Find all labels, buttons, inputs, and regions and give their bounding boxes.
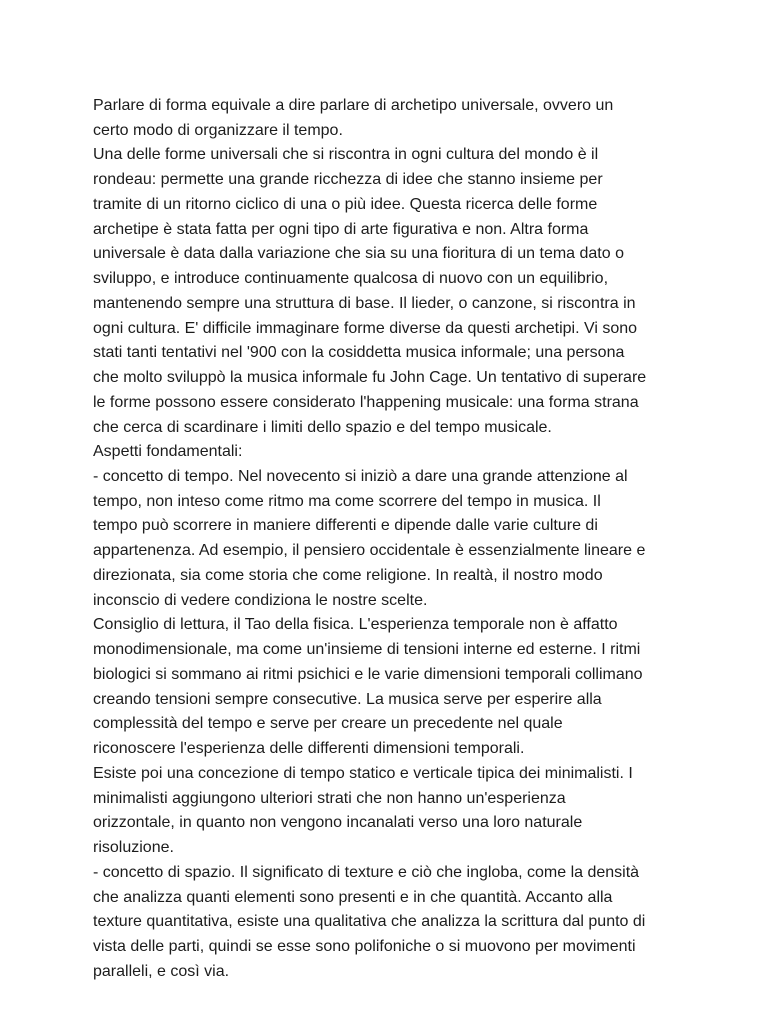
- text-line: universale è data dalla variazione che sia su una fioritura di un tema dato o: [93, 245, 624, 263]
- text-line: Una delle forme universali che si riscontra in ogni cultura del mondo è il: [93, 146, 599, 164]
- text-line: sviluppo, e introduce continuamente qualcosa di nuovo con un equilibrio,: [93, 270, 609, 288]
- text-line: direzionata, sia come storia che come religione. In realtà, il nostro modo: [93, 566, 603, 584]
- text-line: monodimensionale, ma come un'insieme di tensioni interne ed esterne. I ritmi: [93, 641, 641, 659]
- text-line: vista delle parti, quindi se esse sono polifoniche o si muovono per movimenti: [93, 937, 636, 955]
- text-line: minimalisti aggiungono ulteriori strati che non hanno un'esperienza: [93, 789, 566, 807]
- text-line: che analizza quanti elementi sono presenti e in che quantità. Accanto alla: [93, 888, 613, 906]
- text-line: paralleli, e così via.: [93, 962, 230, 980]
- text-line: biologici si sommano ai ritmi psichici e le varie dimensioni temporali collimano: [93, 665, 643, 683]
- text-line: riconoscere l'esperienza delle differenti dimensioni temporali.: [93, 740, 525, 758]
- text-line: che molto sviluppò la musica informale fu John Cage. Un tentativo di superare: [93, 369, 647, 387]
- text-line: inconscio di vedere condiziona le nostre scelte.: [93, 591, 428, 609]
- text-line: mantenendo sempre una struttura di base. Il lieder, o canzone, si riscontra in: [93, 294, 636, 312]
- text-line: le forme possono essere considerato l'happening musicale: una forma strana: [93, 393, 639, 411]
- text-line: Esiste poi una concezione di tempo statico e verticale tipica dei minimalisti. I: [93, 764, 633, 782]
- text-line: rondeau: permette una grande ricchezza di idee che stanno insieme per: [93, 171, 603, 189]
- text-line: Aspetti fondamentali:: [93, 443, 243, 461]
- text-line: orizzontale, in quanto non vengono incanalati verso una loro naturale: [93, 814, 583, 832]
- document-body: [93, 94, 753, 984]
- text-line: - concetto di tempo. Nel novecento si iniziò a dare una grande attenzione al: [93, 468, 628, 486]
- text-line: appartenenza. Ad esempio, il pensiero occidentale è essenzialmente lineare e: [93, 542, 646, 560]
- text-line: ogni cultura. E' difficile immaginare forme diverse da questi archetipi. Vi sono: [93, 319, 638, 337]
- text-line: risoluzione.: [93, 839, 174, 857]
- text-line: certo modo di organizzare il tempo.: [93, 121, 343, 139]
- text-line: tempo può scorrere in maniere differenti e dipende dalle varie culture di: [93, 517, 598, 535]
- text-line: Consiglio di lettura, il Tao della fisica. L'esperienza temporale non è affatto: [93, 616, 618, 634]
- text-line: tramite di un ritorno ciclico di una o più idee. Questa ricerca delle forme: [93, 195, 598, 213]
- text-line: tempo, non inteso come ritmo ma come scorrere del tempo in musica. Il: [93, 492, 601, 510]
- text-line: stati tanti tentativi nel '900 con la cosiddetta musica informale; una persona: [93, 344, 625, 362]
- text-line: creando tensioni sempre consecutive. La musica serve per esperire alla: [93, 690, 602, 708]
- text-line: texture quantitativa, esiste una qualitativa che analizza la scrittura dal punto di: [93, 913, 646, 931]
- text-line: - concetto di spazio. Il significato di texture e ciò che ingloba, come la densità: [93, 863, 640, 881]
- text-line: che cerca di scardinare i limiti dello spazio e del tempo musicale.: [93, 418, 552, 436]
- text-line: Parlare di forma equivale a dire parlare di archetipo universale, ovvero un: [93, 97, 614, 114]
- text-line: archetipe è stata fatta per ogni tipo di arte figurativa e non. Altra forma: [93, 220, 589, 238]
- text-line: complessità del tempo e serve per creare un precedente nel quale: [93, 715, 563, 733]
